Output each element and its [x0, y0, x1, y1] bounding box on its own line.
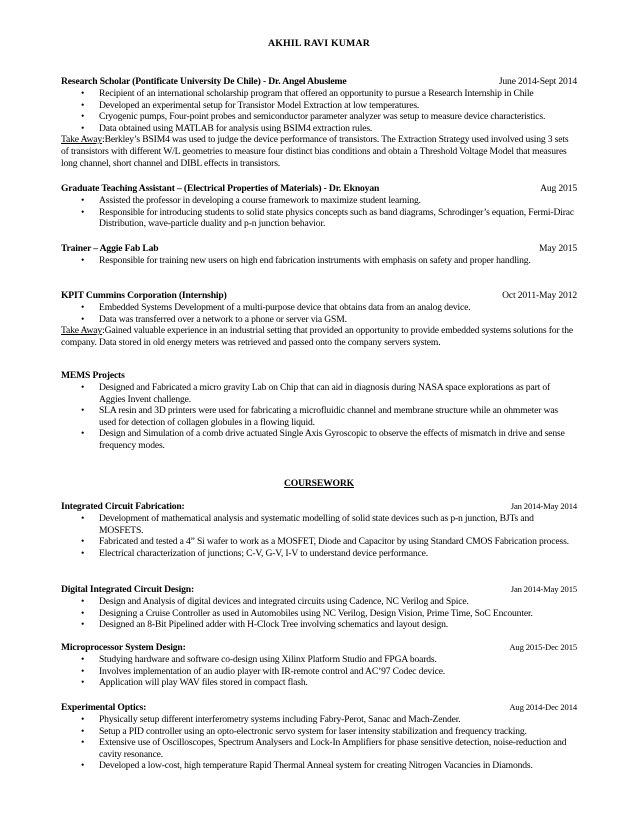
course-experimental-optics — [61, 702, 577, 772]
experience-kpit — [61, 290, 577, 348]
coursework-heading: COURSEWORK — [284, 478, 354, 489]
list-item: • Responsible for training new users on high end fabrication instruments with emphasis on safety and proper handling. — [81, 255, 531, 266]
list-item: • Recipient of an international scholarship program that offered an opportunity to pursue a Research Internship in Chile — [81, 88, 534, 99]
experience-trainer — [61, 243, 577, 267]
course-digital-ic-design — [61, 584, 577, 631]
entry-title: KPIT Cummins Corporation (Internship) — [61, 290, 227, 301]
entry-date: May 2015 — [539, 243, 577, 254]
list-item: • Studying hardware and software co-design using Xilinx Platform Studio and FPGA boards. — [81, 654, 437, 665]
course-title: Microprocessor System Design: — [61, 642, 186, 653]
course-microprocessor-system-design — [61, 642, 577, 689]
list-item: • Responsible for introducing students to solid state physics concepts such as band diagrams, Schrodinger’s equation, Fermi-Dirac Distribution, wave-particle duality and p-n junction behavior. — [81, 206, 575, 230]
list-item: • Embedded Systems Development of a multi-purpose device that obtains data from an analog device. — [81, 302, 471, 313]
entry-date: Oct 2011-May 2012 — [502, 290, 577, 301]
course-ic-fabrication — [61, 501, 577, 559]
list-item: • Developed an experimental setup for Transistor Model Extraction at low temperatures. — [81, 99, 420, 111]
list-item: • Designed and Fabricated a micro gravity Lab on Chip that can aid in diagnosis during NASA space explorations as part of Aggies Invent challenge. — [81, 382, 551, 405]
course-title: Integrated Circuit Fabrication: — [61, 501, 185, 512]
list-item: • Involves implementation of an audio player with IR-remote control and AC’97 Codec device. — [81, 665, 446, 677]
course-date: Aug 2015-Dec 2015 — [509, 642, 577, 652]
entry-title: Research Scholar (Pontificate University De Chile) - Dr. Angel Abusleme — [61, 76, 347, 87]
entry-title: Trainer – Aggie Fab Lab — [61, 243, 159, 254]
list-item: • Physically setup different interferometry systems including Fabry-Perot, Sanac and Mach-Zender. — [81, 714, 461, 725]
list-item: • Data was transferred over a network to a phone or server via GSM. — [81, 313, 347, 325]
list-item: • Fabricated and tested a 4” Si wafer to work as a MOSFET, Diode and Capacitor by using Standard CMOS Fabrication process. — [81, 536, 569, 548]
list-item: • Data obtained using MATLAB for analysis using BSIM4 extraction rules. — [81, 122, 373, 134]
entry-date: June 2014-Sept 2014 — [498, 76, 577, 87]
list-item: • SLA resin and 3D printers were used for fabricating a microfluidic channel and membrane structure while an ohmmeter was used for detection of collagen globules in a flowing liquid. — [81, 405, 559, 428]
course-date: Jan 2014-May 2014 — [510, 501, 577, 511]
course-date: Jan 2014-May 2015 — [510, 584, 577, 594]
list-item: • Cryogenic pumps, Four-point probes and semiconductor parameter analyzer was setup to measure device characteristics. — [81, 111, 546, 123]
list-item: • Setup a PID controller using an opto-electronic servo system for laser intensity stabilization and frequency tracking. — [81, 725, 527, 737]
experience-mems-projects — [61, 370, 577, 452]
list-item: • Extensive use of Oscilloscopes, Spectrum Analysers and Lock-In Amplifiers for phase sensitive detection, noise-reduction and cavity resonance. — [81, 737, 567, 760]
experience-teaching-assistant — [61, 183, 577, 230]
take-away-text: Take Away:Gained valuable experience in an industrial setting that provided an opportunity to provide embedded systems solutions for the company. Data stored in old energy meters was retrieved and passed onto the company servers system. — [61, 325, 573, 348]
course-title: Digital Integrated Circuit Design: — [61, 584, 195, 595]
list-item: • Developed a low-cost, high temperature Rapid Thermal Anneal system for creating Nitrogen Vacancies in Diamonds. — [81, 760, 533, 772]
list-item: • Application will play WAV files stored in compact flash. — [81, 677, 308, 689]
resume-name: AKHIL RAVI KUMAR — [267, 38, 371, 49]
take-away-text: Take Away:Berkley’s BSIM4 was used to judge the device performance of transistors. The Extraction Strategy used involved using 3 sets of transistors with different W/L geometries to measure four distinct bias conditions and obtain a Threshold Voltage Model that measures long channel, short channel and DIBL effects in transistors. — [61, 134, 569, 169]
course-title: Experimental Optics: — [61, 702, 147, 713]
list-item: • Development of mathematical analysis and systematic modelling of solid state devices such as p-n junction, BJTs and MOSFETS. — [81, 513, 534, 536]
entry-title: MEMS Projects — [61, 370, 125, 381]
list-item: • Designed an 8-Bit Pipelined adder with H-Clock Tree involving schematics and layout design. — [81, 619, 448, 631]
list-item: • Designing a Cruise Controller as used in Automobiles using NC Verilog, Design Vision, Prime Time, SoC Encounter. — [81, 607, 533, 619]
entry-date: Aug 2015 — [540, 183, 577, 194]
list-item: • Design and Analysis of digital devices and integrated circuits using Cadence, NC Verilog and Spice. — [81, 596, 469, 607]
experience-research-scholar — [61, 76, 577, 169]
list-item: • Electrical characterization of junctions; C-V, G-V, I-V to understand device performance. — [81, 547, 428, 559]
list-item: • Assisted the professor in developing a course framework to maximize student learning. — [81, 195, 421, 206]
course-date: Aug 2014-Dec 2014 — [509, 702, 577, 712]
list-item: • Design and Simulation of a comb drive actuated Single Axis Gyroscopic to observe the effects of mismatch in drive and sense frequency modes. — [81, 428, 565, 451]
entry-title: Graduate Teaching Assistant – (Electrical Properties of Materials) - Dr. Eknoyan — [61, 183, 380, 194]
